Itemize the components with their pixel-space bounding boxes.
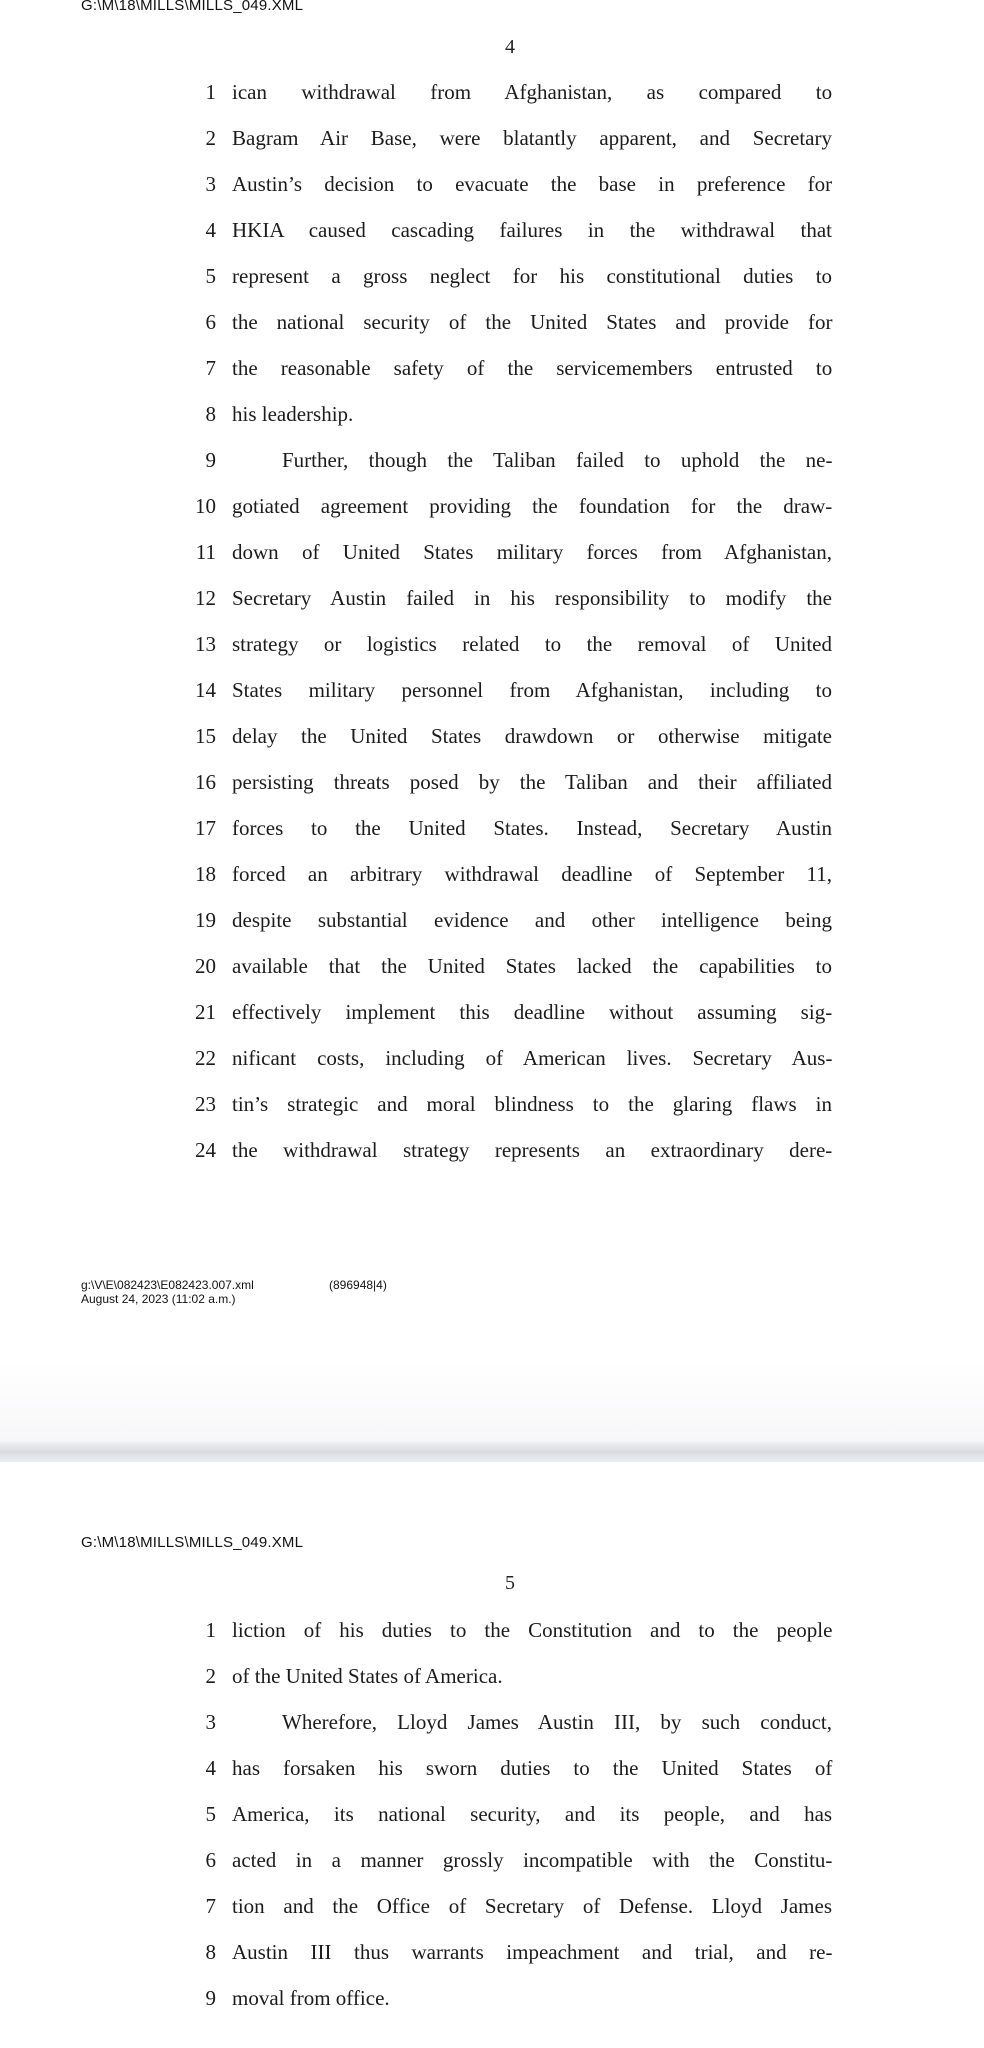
line-number: 21 xyxy=(195,1000,216,1024)
line-number: 10 xyxy=(195,494,216,518)
line-number: 6 xyxy=(205,310,216,334)
text-line xyxy=(0,1618,984,1650)
line-text: his leadership. xyxy=(232,402,354,426)
text-line xyxy=(0,126,984,158)
line-text: States military personnel from Afghanistan, including to xyxy=(232,678,833,702)
line-text: Austin III thus warrants impeachment and trial, and re- xyxy=(232,1940,833,1964)
line-text: tion and the Office of Secretary of Defense. Lloyd James xyxy=(232,1894,832,1918)
page-header-path: G:\M\18\MILLS\MILLS_049.XML xyxy=(81,0,304,14)
line-number: 20 xyxy=(195,954,216,978)
text-line xyxy=(0,724,984,756)
line-text: nificant costs, including of American lives. Secretary Aus- xyxy=(232,1046,833,1070)
line-text: despite substantial evidence and other intelligence being xyxy=(232,908,832,932)
line-number: 24 xyxy=(195,1138,216,1162)
text-line xyxy=(0,218,984,250)
line-number: 1 xyxy=(205,1618,216,1642)
footer-code: (896948|4) xyxy=(329,1278,387,1292)
line-text: America, its national security, and its people, and has xyxy=(232,1802,833,1826)
line-text: delay the United States drawdown or otherwise mitigate xyxy=(232,724,832,748)
line-text: available that the United States lacked the capabilities to xyxy=(232,954,832,978)
line-number: 13 xyxy=(195,632,216,656)
line-number: 17 xyxy=(195,816,216,840)
line-number: 11 xyxy=(195,540,216,564)
line-number: 5 xyxy=(205,264,216,288)
text-line xyxy=(0,586,984,618)
line-text: HKIA caused cascading failures in the withdrawal that xyxy=(232,218,832,242)
line-number: 7 xyxy=(205,1894,216,1918)
text-line xyxy=(0,310,984,342)
line-text: Wherefore, Lloyd James Austin III, by such conduct, xyxy=(282,1710,832,1734)
page-number: 4 xyxy=(505,36,515,58)
line-number: 16 xyxy=(195,770,216,794)
text-line xyxy=(0,1848,984,1880)
line-number: 7 xyxy=(205,356,216,380)
line-text: acted in a manner grossly incompatible with the Constitu- xyxy=(232,1848,833,1872)
text-line xyxy=(0,1986,984,2018)
text-line xyxy=(0,1138,984,1170)
text-line xyxy=(0,448,984,480)
line-text: Secretary Austin failed in his responsibility to modify the xyxy=(232,586,832,610)
page-number: 5 xyxy=(505,1572,515,1594)
line-text: represent a gross neglect for his constitutional duties to xyxy=(232,264,833,288)
line-number: 8 xyxy=(205,402,216,426)
line-text: the withdrawal strategy represents an extraordinary dere- xyxy=(232,1138,833,1162)
text-line xyxy=(0,770,984,802)
text-line xyxy=(0,954,984,986)
line-text: Further, though the Taliban failed to uphold the ne- xyxy=(282,448,833,472)
text-line xyxy=(0,264,984,296)
line-text: of the United States of America. xyxy=(232,1664,503,1688)
text-line xyxy=(0,908,984,940)
line-number: 1 xyxy=(205,80,216,104)
text-line xyxy=(0,1894,984,1926)
line-number: 14 xyxy=(195,678,216,702)
text-line xyxy=(0,1802,984,1834)
text-line xyxy=(0,678,984,710)
line-text: Bagram Air Base, were blatantly apparent, and Secretary xyxy=(232,126,832,150)
page-divider xyxy=(0,1442,984,1462)
text-line xyxy=(0,540,984,572)
text-line xyxy=(0,1000,984,1032)
line-number: 15 xyxy=(195,724,216,748)
line-text: ican withdrawal from Afghanistan, as compared to xyxy=(232,80,833,104)
line-text: liction of his duties to the Constitution and to the people xyxy=(232,1618,833,1642)
page-footer xyxy=(81,1278,387,1306)
line-number: 9 xyxy=(205,448,216,472)
line-number: 2 xyxy=(205,126,216,150)
line-text: moval from office. xyxy=(232,1986,390,2010)
line-number: 8 xyxy=(205,1940,216,1964)
line-text: forced an arbitrary withdrawal deadline of September 11, xyxy=(232,862,832,886)
line-text: Austin’s decision to evacuate the base in preference for xyxy=(232,172,833,196)
text-line xyxy=(0,816,984,848)
text-line xyxy=(0,402,984,434)
line-text: down of United States military forces from Afghanistan, xyxy=(232,540,832,564)
line-text: forces to the United States. Instead, Secretary Austin xyxy=(232,816,832,840)
text-line xyxy=(0,1940,984,1972)
line-text: has forsaken his sworn duties to the United States of xyxy=(232,1756,833,1780)
line-number: 4 xyxy=(205,218,216,242)
line-number: 3 xyxy=(205,1710,216,1734)
line-number: 9 xyxy=(205,1986,216,2010)
line-text: persisting threats posed by the Taliban and their affiliated xyxy=(232,770,832,794)
text-line xyxy=(0,1756,984,1788)
line-number: 6 xyxy=(205,1848,216,1872)
footer-file-path: g:\V\E\082423\E082423.007.xml xyxy=(81,1278,254,1292)
text-line xyxy=(0,1664,984,1696)
text-line xyxy=(0,80,984,112)
footer-date: August 24, 2023 (11:02 a.m.) xyxy=(81,1292,236,1306)
line-text: tin’s strategic and moral blindness to the glaring flaws in xyxy=(232,1092,832,1116)
page-gap xyxy=(0,1360,984,1442)
text-line xyxy=(0,172,984,204)
text-line xyxy=(0,356,984,388)
text-line xyxy=(0,632,984,664)
text-line xyxy=(0,862,984,894)
text-line xyxy=(0,494,984,526)
page-header-path: G:\M\18\MILLS\MILLS_049.XML xyxy=(81,1534,304,1551)
line-text: strategy or logistics related to the removal of United xyxy=(232,632,832,656)
line-number: 5 xyxy=(205,1802,216,1826)
line-text: gotiated agreement providing the foundation for the draw- xyxy=(232,494,833,518)
line-number: 4 xyxy=(205,1756,216,1780)
line-text: the national security of the United States and provide for xyxy=(232,310,833,334)
line-number: 12 xyxy=(195,586,216,610)
line-text: the reasonable safety of the servicemembers entrusted to xyxy=(232,356,833,380)
line-number: 18 xyxy=(195,862,216,886)
line-number: 2 xyxy=(205,1664,216,1688)
line-number: 23 xyxy=(195,1092,216,1116)
text-line xyxy=(0,1092,984,1124)
line-text: effectively implement this deadline without assuming sig- xyxy=(232,1000,833,1024)
line-number: 19 xyxy=(195,908,216,932)
text-line xyxy=(0,1710,984,1742)
line-number: 3 xyxy=(205,172,216,196)
line-number: 22 xyxy=(195,1046,216,1070)
text-line xyxy=(0,1046,984,1078)
